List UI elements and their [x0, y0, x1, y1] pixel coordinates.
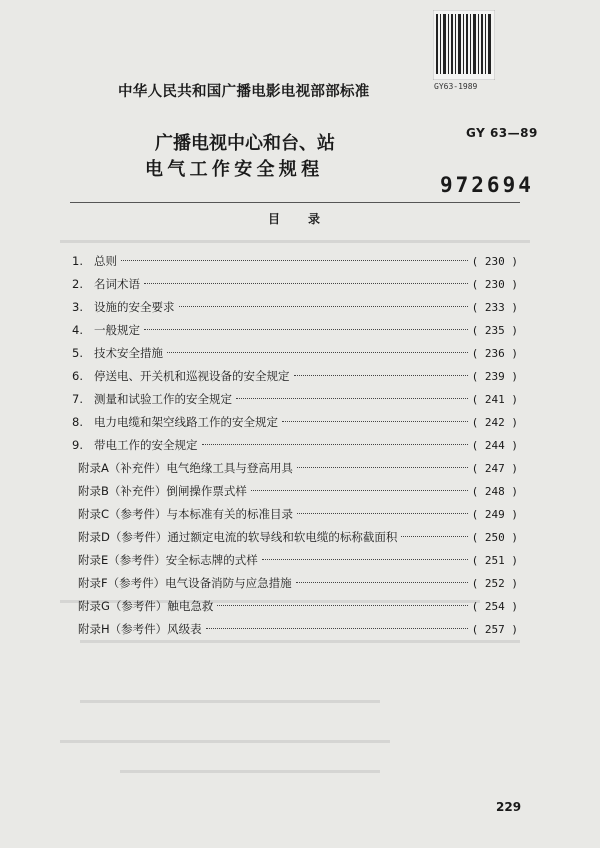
toc-appendix-label: 附录F（参考件）电气设备消防与应急措施: [78, 576, 292, 590]
toc-entry-page: ( 242 ): [471, 415, 518, 429]
toc-entry-label: 带电工作的安全规定: [94, 438, 198, 452]
toc-appendix-label: 附录G（参考件）触电急救: [78, 599, 214, 613]
toc-appendix-page: ( 248 ): [471, 484, 518, 498]
toc-entry[interactable]: [72, 435, 518, 455]
toc-entry-label: 设施的安全要求: [94, 300, 175, 314]
toc-entry-number: 3.: [72, 300, 83, 314]
toc-appendix-label: 附录E（参考件）安全标志牌的式样: [78, 553, 258, 567]
toc-entry[interactable]: [72, 366, 518, 386]
toc-entry[interactable]: [72, 297, 518, 317]
document-title-line1: 广播电视中心和台、站: [155, 133, 335, 154]
toc-entry-number: 4.: [72, 323, 83, 337]
toc-entry-page: ( 239 ): [471, 369, 518, 383]
toc-entry-label: 一般规定: [94, 323, 140, 337]
toc-appendix-page: ( 247 ): [471, 461, 518, 475]
leader-dots: [297, 512, 468, 514]
toc-appendix-label: 附录H（参考件）风级表: [78, 622, 202, 636]
leader-dots: [297, 466, 468, 468]
toc-entry-label: 技术安全措施: [94, 346, 163, 360]
leader-dots: [144, 282, 468, 284]
divider: [70, 202, 520, 203]
toc-entry[interactable]: [72, 412, 518, 432]
toc-entry[interactable]: [72, 274, 518, 294]
toc-entry-number: 7.: [72, 392, 83, 406]
bleed-through-mark: [80, 700, 380, 703]
toc-entry-page: ( 244 ): [471, 438, 518, 452]
toc-entry[interactable]: [72, 389, 518, 409]
leader-dots: [294, 374, 468, 376]
toc-appendix-page: ( 249 ): [471, 507, 518, 521]
leader-dots: [179, 305, 468, 307]
toc-entry-label: 名词术语: [94, 277, 140, 291]
toc-entry-number: 6.: [72, 369, 83, 383]
toc-appendix[interactable]: [78, 596, 518, 616]
standard-issuer: 中华人民共和国广播电影电视部部标准: [118, 84, 370, 100]
toc-appendix[interactable]: [78, 481, 518, 501]
toc-entry[interactable]: [72, 320, 518, 340]
toc-entry-label: 总则: [94, 254, 117, 268]
toc-appendix-page: ( 250 ): [471, 530, 518, 544]
standard-code: GY 63—89: [466, 126, 538, 140]
toc-appendix-label: 附录C（参考件）与本标准有关的标准目录: [78, 507, 294, 521]
toc-entry-label: 测量和试验工作的安全规定: [94, 392, 232, 406]
leader-dots: [202, 443, 468, 445]
toc-appendix-label: 附录B（补充件）倒闸操作票式样: [78, 484, 247, 498]
toc-entry-page: ( 241 ): [471, 392, 518, 406]
leader-dots: [144, 328, 468, 330]
toc-appendix-page: ( 257 ): [471, 622, 518, 636]
toc-entry-page: ( 236 ): [471, 346, 518, 360]
leader-dots: [262, 558, 468, 560]
toc-entry-label: 电力电缆和架空线路工作的安全规定: [94, 415, 278, 429]
toc-appendix-page: ( 254 ): [471, 599, 518, 613]
serial-number: 972694: [440, 173, 534, 197]
leader-dots: [236, 397, 468, 399]
toc-appendix-label: 附录A（补充件）电气绝缘工具与登高用具: [78, 461, 293, 475]
toc-entry-page: ( 230 ): [471, 254, 518, 268]
barcode-caption: GY63-1989: [434, 82, 478, 91]
barcode-icon: [433, 10, 495, 80]
toc-entry-number: 8.: [72, 415, 83, 429]
bleed-through-mark: [60, 240, 530, 243]
toc-entry-label: 停送电、开关机和巡视设备的安全规定: [94, 369, 290, 383]
toc-appendix[interactable]: [78, 527, 518, 547]
toc-entry-number: 2.: [72, 277, 83, 291]
bleed-through-mark: [80, 640, 520, 643]
toc-entry-number: 1.: [72, 254, 83, 268]
toc-appendix-label: 附录D（参考件）通过额定电流的软导线和软电缆的标称截面积: [78, 530, 398, 544]
toc-entry[interactable]: [72, 251, 518, 271]
toc-appendix-page: ( 251 ): [471, 553, 518, 567]
leader-dots: [401, 535, 467, 537]
toc-entry-page: ( 235 ): [471, 323, 518, 337]
leader-dots: [282, 420, 468, 422]
leader-dots: [217, 604, 467, 606]
leader-dots: [296, 581, 468, 583]
toc-entry-page: ( 233 ): [471, 300, 518, 314]
toc-entry[interactable]: [72, 343, 518, 363]
bleed-through-mark: [120, 770, 380, 773]
toc-appendix[interactable]: [78, 619, 518, 639]
leader-dots: [167, 351, 468, 353]
toc-appendix[interactable]: [78, 458, 518, 478]
toc-appendix[interactable]: [78, 573, 518, 593]
leader-dots: [251, 489, 468, 491]
page-number: 229: [496, 800, 522, 814]
toc-appendix[interactable]: [78, 550, 518, 570]
toc-entry-number: 9.: [72, 438, 83, 452]
document-title-line2: 电气工作安全规程: [145, 159, 324, 180]
toc-appendix-page: ( 252 ): [471, 576, 518, 590]
leader-dots: [206, 627, 468, 629]
toc-entry-number: 5.: [72, 346, 83, 360]
leader-dots: [121, 259, 468, 261]
toc-heading: 目录: [268, 212, 349, 226]
bleed-through-mark: [60, 740, 390, 743]
toc-entry-page: ( 230 ): [471, 277, 518, 291]
toc-appendix[interactable]: [78, 504, 518, 524]
